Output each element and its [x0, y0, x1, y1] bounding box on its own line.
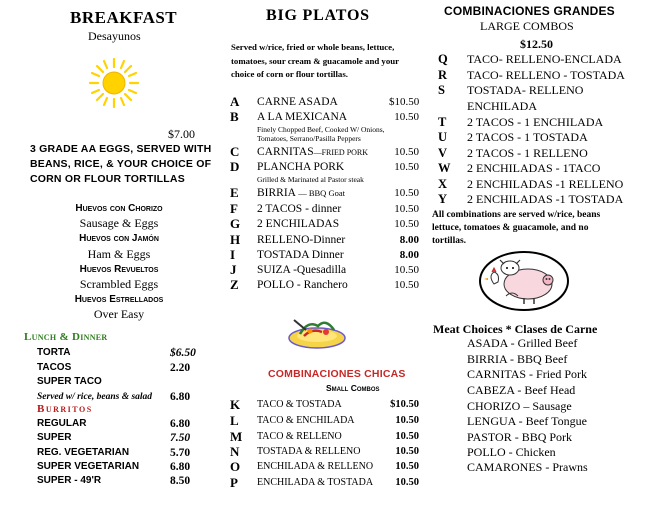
grande-name: 2 ENCHILADAS -1 RELLENO: [467, 177, 624, 191]
plato-b-sub: Finely Chopped Beef, Cooked W/ Onions,: [257, 125, 385, 134]
plato-name: RELLENO-Dinner: [257, 234, 346, 246]
served-note: Served w/ rice, beans & salad: [37, 391, 153, 402]
plato-name: 2 ENCHILADAS: [257, 218, 340, 230]
grandes-price: $12.50: [520, 37, 553, 51]
grande-letter: X: [438, 177, 448, 191]
plato-name: A LA MEXICANA: [257, 111, 348, 123]
lunch-item-price: $6.50: [170, 347, 196, 359]
burritos-list: [37, 417, 197, 488]
plato-letter: Z: [230, 277, 239, 292]
meats-list: [467, 336, 647, 476]
chica-name: TOSTADA & RELLENO: [257, 446, 361, 457]
lunch-title: Lunch & Dinner: [24, 331, 108, 343]
chica-price: 10.50: [395, 477, 419, 488]
big-platos-desc-line: tomatoes, sour cream & guacamole and your: [231, 55, 400, 66]
plato-letter: J: [230, 262, 237, 277]
grande-letter: Y: [438, 192, 448, 206]
grande-letter: U: [438, 130, 448, 144]
plato-price: 10.50: [394, 203, 419, 215]
served-note-row: [37, 390, 197, 405]
chica-letter: L: [230, 413, 239, 428]
meat-item: ASADA - Grilled Beef: [467, 336, 578, 350]
breakfast-item-name: Huevos Revueltos: [79, 263, 159, 275]
breakfast-item-sub: Sausage & Eggs: [79, 216, 159, 231]
meat-item: POLLO - Chicken: [467, 445, 556, 459]
grande-name: TOSTADA- RELLENO: [467, 83, 584, 97]
burrito-item: [37, 446, 197, 460]
plato-price: 10.50: [394, 264, 419, 276]
burrito-price: 6.80: [170, 460, 191, 473]
burrito-name: SUPER VEGETARIAN: [37, 460, 140, 472]
plato-name: CARNITAS: [257, 146, 314, 158]
plato-price: 10.50: [394, 161, 419, 173]
meat-item: PASTOR - BBQ Pork: [467, 430, 573, 444]
chica-name: ENCHILADA & TOSTADA: [257, 477, 374, 488]
chica-price: $10.50: [390, 399, 419, 410]
burrito-item: [37, 431, 197, 445]
burrito-price: 8.50: [170, 475, 191, 488]
plato-price: 8.00: [399, 249, 419, 261]
burrito-item: [37, 460, 197, 474]
grandes-note: [432, 209, 648, 249]
breakfast-item-name: Huevos con Jamón: [79, 233, 159, 245]
plato-name: SUIZA -Quesadilla: [257, 264, 347, 276]
chica-letter: N: [230, 444, 240, 459]
grande-letter: T: [438, 115, 447, 129]
chicas-list: [230, 398, 430, 498]
plato-letter: B: [230, 109, 239, 124]
chica-letter: K: [230, 397, 241, 412]
grande-name: 2 TACOS - 1 RELLENO: [467, 146, 588, 160]
grande-name: 2 ENCHILADAS -1 TOSTADA: [467, 192, 624, 206]
plato-c-note: —FRIED PORK: [313, 148, 369, 157]
plato-name: PLANCHA PORK: [257, 161, 345, 173]
breakfast-price: $7.00: [168, 127, 195, 141]
meat-item: LENGUA - Beef Tongue: [467, 414, 587, 428]
plato-e-note: — BBQ Goat: [298, 188, 345, 198]
food-plate-icon: [286, 312, 348, 352]
plato-b-sub: Tomatoes, Serrano/Pasilla Peppers: [257, 134, 361, 143]
meat-item: CHORIZO – Sausage: [467, 399, 572, 413]
burrito-name: SUPER: [37, 432, 72, 444]
grande-name: ENCHILADA: [467, 99, 537, 113]
lunch-items: [37, 346, 197, 404]
grandes-note-line: tortillas.: [432, 236, 467, 247]
grande-name: 2 ENCHILADAS - 1TACO: [467, 161, 601, 175]
breakfast-item-sub: Scrambled Eggs: [79, 277, 159, 292]
burrito-name: REGULAR: [37, 418, 87, 429]
grande-name: 2 TACOS - 1 TOSTADA: [467, 130, 588, 144]
grande-letter: W: [438, 161, 451, 175]
plato-price: 10.50: [394, 279, 419, 291]
grandes-title: COMBINACIONES GRANDES: [444, 4, 615, 18]
plato-price: $10.50: [389, 96, 420, 108]
plato-name: 2 TACOS - dinner: [257, 203, 342, 215]
grande-letter: R: [438, 68, 448, 82]
grande-name: TACO- RELLENO - TOSTADA: [467, 68, 625, 82]
plato-name: CARNE ASADA: [257, 96, 338, 108]
grandes-note-line: All combinations are served w/rice, beans: [432, 210, 601, 220]
big-platos-list: [230, 95, 430, 300]
plato-letter: C: [230, 144, 240, 159]
burrito-price: 7.50: [170, 432, 191, 445]
meat-item: CAMARONES - Prawns: [467, 460, 588, 474]
plato-price: 8.00: [399, 234, 419, 246]
breakfast-description: [30, 142, 211, 187]
lunch-item: [37, 361, 197, 376]
lunch-item: [37, 375, 197, 390]
grandes-note-line: lettuce, tomatoes & guacamole, and no: [432, 223, 589, 234]
lunch-item-name: TORTA: [37, 347, 71, 358]
breakfast-desc-line: BEANS, RICE, & YOUR CHOICE OF: [30, 158, 212, 170]
plato-letter: G: [230, 216, 241, 231]
plato-price: 10.50: [394, 146, 419, 158]
plato-name: BIRRIA: [257, 187, 296, 199]
chica-name: ENCHILADA & RELLENO: [257, 461, 374, 472]
grandes-subtitle: LARGE COMBOS: [480, 19, 574, 33]
breakfast-title: BREAKFAST: [70, 8, 178, 27]
breakfast-subtitle: Desayunos: [88, 29, 141, 43]
burrito-name: REG. VEGETARIAN: [37, 446, 130, 458]
big-platos-desc-line: Served w/rice, fried or whole beans, lettuce,: [231, 42, 395, 52]
grande-letter: Q: [438, 52, 448, 66]
big-platos-desc-line: choice of corn or flour tortillas.: [231, 69, 348, 79]
plato-price: 10.50: [394, 218, 419, 230]
meat-item: BIRRIA - BBQ Beef: [467, 352, 568, 366]
lunch-item-name: SUPER TACO: [37, 376, 102, 387]
burrito-price: 5.70: [170, 446, 191, 459]
breakfast-item-name: Huevos Estrellados: [74, 294, 164, 306]
sun-icon: [88, 57, 140, 109]
served-price: 6.80: [170, 390, 191, 403]
chica-letter: M: [230, 429, 243, 444]
big-platos-description: [231, 41, 399, 82]
plato-letter: A: [230, 94, 240, 109]
chica-price: 10.50: [395, 431, 419, 442]
plato-price: 10.50: [394, 187, 419, 199]
grande-name: TACO- RELLENO-ENCLADA: [467, 52, 622, 66]
chica-name: TACO & TOSTADA: [257, 399, 342, 410]
plato-letter: F: [230, 201, 238, 216]
chica-price: 10.50: [395, 461, 419, 472]
chica-name: TACO & ENCHILADA: [257, 415, 355, 426]
lunch-item: [37, 346, 197, 361]
grande-name: 2 TACOS - 1 ENCHILADA: [467, 115, 604, 129]
burrito-price: 6.80: [170, 418, 191, 430]
burrito-item: [37, 417, 197, 431]
plato-name: POLLO - Ranchero: [257, 279, 348, 291]
plato-letter: E: [230, 185, 239, 200]
breakfast-item-sub: Ham & Eggs: [87, 246, 151, 261]
meat-item: CABEZA - Beef Head: [467, 383, 576, 397]
plato-d-sub: Grilled & Marinated al Pastor steak: [257, 175, 364, 184]
big-platos-title: BIG PLATOS: [266, 7, 370, 24]
grande-letter: S: [438, 83, 445, 97]
grande-letter: V: [438, 146, 448, 160]
chica-letter: O: [230, 459, 241, 474]
breakfast-item-sub: Over Easy: [93, 307, 145, 322]
chica-price: 10.50: [395, 415, 419, 426]
plato-letter: D: [230, 159, 240, 174]
chicas-title: COMBINACIONES CHICAS: [268, 368, 406, 380]
chicas-subtitle: Small Combos: [326, 383, 380, 393]
lunch-item-name: TACOS: [37, 361, 72, 373]
chica-name: TACO & RELLENO: [257, 431, 342, 442]
grandes-list: [438, 52, 650, 212]
plato-letter: I: [230, 247, 236, 262]
lunch-item-price: 2.20: [170, 361, 191, 374]
plato-price: 10.50: [394, 111, 419, 123]
pig-cow-chicken-icon: [478, 250, 570, 312]
breakfast-item-name: Huevos con Chorizo: [75, 203, 163, 214]
chica-letter: P: [230, 475, 238, 490]
burrito-item: [37, 474, 197, 488]
breakfast-items: [45, 201, 193, 323]
breakfast-desc-line: CORN OR FLOUR TORTILLAS: [30, 173, 185, 185]
burrito-name: SUPER - 49'R: [37, 475, 102, 487]
plato-name: TOSTADA Dinner: [257, 249, 344, 261]
meats-title: Meat Choices * Clases de Carne: [433, 322, 598, 336]
breakfast-desc-line: 3 GRADE AA EGGS, SERVED WITH: [30, 143, 212, 155]
chica-price: 10.50: [395, 446, 419, 457]
meat-item: CARNITAS - Fried Pork: [467, 367, 588, 381]
burritos-title: Burritos: [37, 403, 93, 415]
plato-letter: H: [230, 232, 241, 247]
